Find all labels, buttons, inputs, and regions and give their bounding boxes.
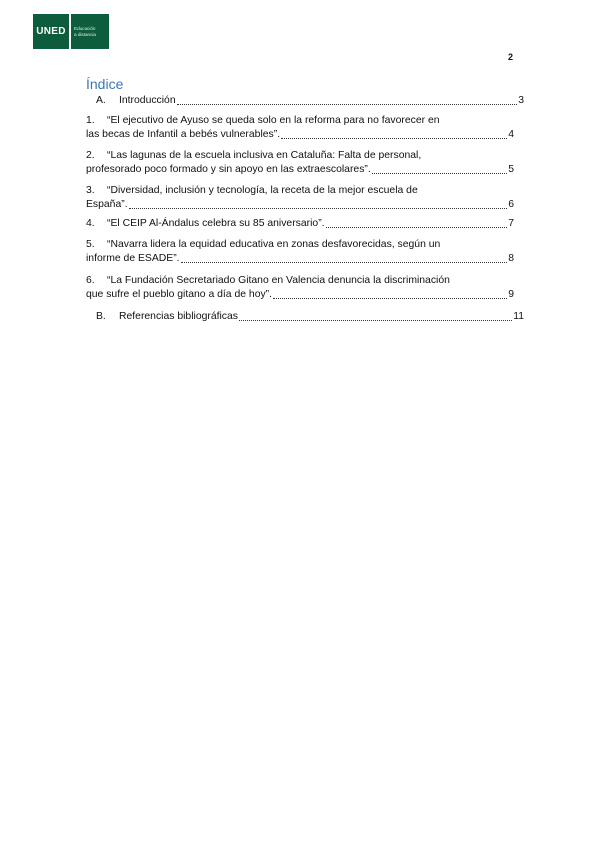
toc-entry-text-continued: que sufre el pueblo gitano a día de hoy”. [86, 289, 273, 300]
toc-entry-marker: 3. [86, 185, 95, 196]
toc-entry-3[interactable] [86, 184, 514, 212]
toc-entry-page: 7 [508, 218, 514, 229]
toc-dot-leader [239, 320, 512, 321]
toc-entry-text: Introducción [119, 95, 176, 106]
toc-entry-page: 8 [508, 253, 514, 264]
logo-tagline [71, 14, 109, 49]
toc-entry-text: “El CEIP Al-Ándalus celebra su 85 aniversario”. [107, 218, 325, 229]
toc-entry-text-continued: las becas de Infantil a bebés vulnerables”. [86, 129, 281, 140]
toc-entry-text: Referencias bibliográficas [119, 311, 238, 322]
toc-entry-text: “Navarra lidera la equidad educativa en zonas desfavorecidas, según un [107, 239, 441, 250]
toc-entry-marker: 6. [86, 275, 95, 286]
toc-entry-6[interactable] [86, 274, 514, 302]
toc-entry-4[interactable] [86, 217, 514, 231]
toc-dot-leader [326, 227, 508, 228]
toc-entry-5[interactable] [86, 238, 514, 266]
toc-dot-leader [177, 104, 518, 105]
toc-entry-introduccion[interactable] [86, 94, 524, 108]
logo-wordmark: UNED [33, 14, 69, 49]
toc-entry-marker: 5. [86, 239, 95, 250]
logo-tagline-line-1: Educación [74, 26, 96, 31]
toc-entry-text-continued: informe de ESADE”. [86, 253, 180, 264]
toc-entry-1[interactable] [86, 114, 514, 142]
toc-entry-marker: B. [96, 311, 106, 322]
toc-entry-referencias[interactable] [86, 310, 524, 324]
toc-entry-marker: 4. [86, 218, 95, 229]
toc-entry-text: “La Fundación Secretariado Gitano en Valencia denuncia la discriminación [107, 275, 450, 286]
toc-entry-text-continued: España”. [86, 199, 128, 210]
toc-entry-marker: 1. [86, 115, 95, 126]
logo-tagline-line-2: a distancia [74, 31, 96, 37]
toc-entry-text: “Diversidad, inclusión y tecnología, la receta de la mejor escuela de [107, 185, 418, 196]
toc-entry-marker: A. [96, 95, 106, 106]
toc-entry-page: 6 [508, 199, 514, 210]
toc-entry-page: 4 [508, 129, 514, 140]
toc-dot-leader [281, 138, 507, 139]
toc-dot-leader [273, 298, 507, 299]
toc-entry-page: 9 [508, 289, 514, 300]
page-number: 2 [508, 52, 514, 62]
toc-entry-page: 3 [518, 95, 524, 106]
toc-entry-2[interactable] [86, 149, 514, 177]
toc-entry-page: 11 [513, 311, 524, 322]
toc-entry-text-continued: profesorado poco formado y sin apoyo en las extraescolares”. [86, 164, 371, 175]
toc-dot-leader [181, 262, 508, 263]
toc-entry-page: 5 [508, 164, 514, 175]
toc-title: Índice [86, 76, 124, 92]
uned-logo [33, 14, 109, 49]
toc-entry-marker: 2. [86, 150, 95, 161]
toc-entry-text: “Las lagunas de la escuela inclusiva en Cataluña: Falta de personal, [107, 150, 422, 161]
toc-entry-text: “El ejecutivo de Ayuso se queda solo en la reforma para no favorecer en [107, 115, 440, 126]
toc-dot-leader [129, 208, 508, 209]
toc-dot-leader [372, 173, 507, 174]
